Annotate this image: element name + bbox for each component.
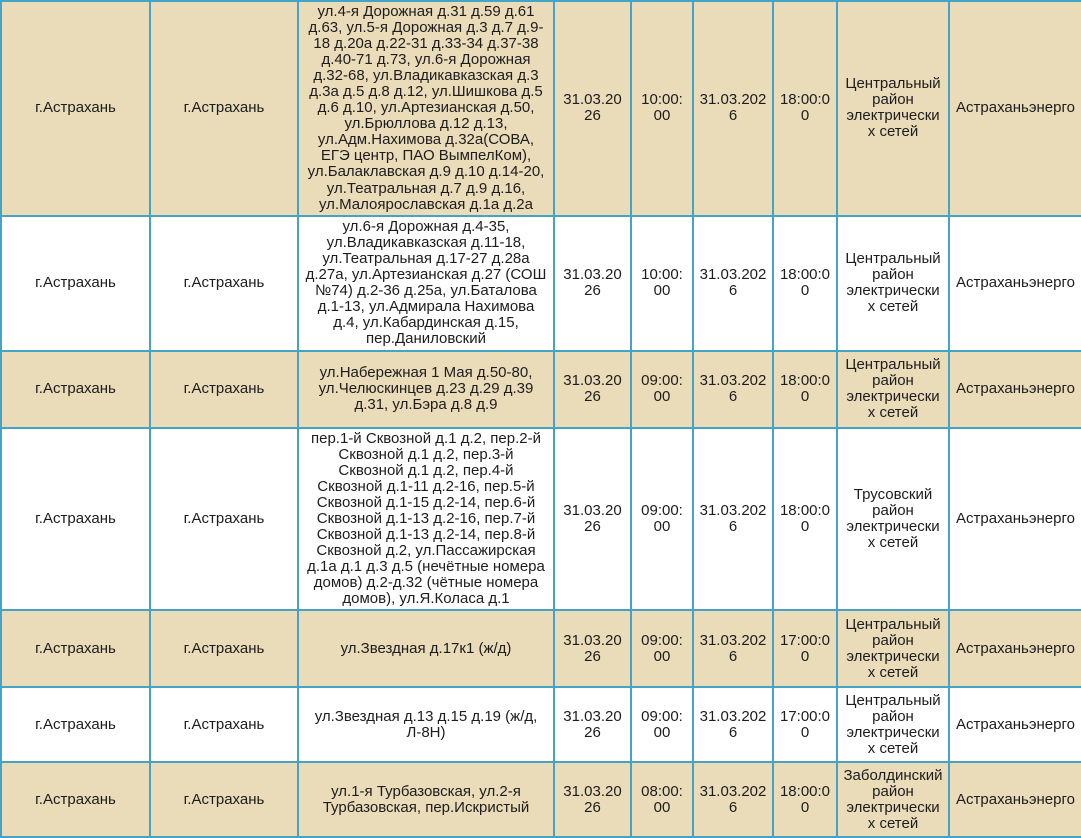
outage-table-row xyxy=(1,687,1081,762)
district-cell: Центральный район электрических сетей xyxy=(837,1,949,216)
outage-table-row xyxy=(1,351,1081,428)
city-cell: г.Астрахань xyxy=(1,610,150,687)
outage-table-body xyxy=(1,1,1081,837)
outage-start-date-cell: 31.03.2026 xyxy=(554,351,631,428)
outage-end-date-cell: 31.03.2026 xyxy=(693,1,773,216)
outage-table-row xyxy=(1,762,1081,837)
city-cell: г.Астрахань xyxy=(1,1,150,216)
outage-end-time-cell: 18:00:00 xyxy=(773,216,837,351)
city-cell: г.Астрахань xyxy=(1,351,150,428)
company-cell: Астраханьэнерго xyxy=(949,351,1081,428)
outage-table-row xyxy=(1,1,1081,216)
city-cell: г.Астрахань xyxy=(1,216,150,351)
city-cell: г.Астрахань xyxy=(1,687,150,762)
outage-start-time-cell: 09:00:00 xyxy=(631,351,693,428)
outage-start-date-cell: 31.03.2026 xyxy=(554,610,631,687)
outage-start-time-cell: 10:00:00 xyxy=(631,1,693,216)
district-cell: Центральный район электрических сетей xyxy=(837,216,949,351)
outage-table-row xyxy=(1,428,1081,611)
district-cell: Заболдинский район электрических сетей xyxy=(837,762,949,837)
outage-start-time-cell: 10:00:00 xyxy=(631,216,693,351)
addresses-cell: ул.Звездная д.13 д.15 д.19 (ж/д, Л-8Н) xyxy=(298,687,554,762)
outage-end-date-cell: 31.03.2026 xyxy=(693,610,773,687)
municipality-cell: г.Астрахань xyxy=(150,216,298,351)
municipality-cell: г.Астрахань xyxy=(150,610,298,687)
outage-end-time-cell: 18:00:00 xyxy=(773,428,837,611)
outage-end-date-cell: 31.03.2026 xyxy=(693,428,773,611)
district-cell: Центральный район электрических сетей xyxy=(837,687,949,762)
municipality-cell: г.Астрахань xyxy=(150,1,298,216)
company-cell: Астраханьэнерго xyxy=(949,610,1081,687)
city-cell: г.Астрахань xyxy=(1,762,150,837)
district-cell: Центральный район электрических сетей xyxy=(837,351,949,428)
company-cell: Астраханьэнерго xyxy=(949,1,1081,216)
addresses-cell: ул.4-я Дорожная д.31 д.59 д.61 д.63, ул.5-я Дорожная д.3 д.7 д.9-18 д.20а д.22-31 д.33-34 д.37-38 д.40-71 д.73, ул.6-я Дорожная д.32-68, ул.Владикавказская д.3 д.3а д.5 д.8 д.12, ул.Шишкова д.5 д.6 д.10, ул.Артезианская д.50, ул.Брюллова д.12 д.13, ул.Адм.Нахимова д.32а(СОВА, ЕГЭ центр, ПАО ВымпелКом), ул.Балаклавская д.9 д.10 д.14-20, ул.Театральная д.7 д.9 д.16, ул.Малоярославская д.1а д.2а xyxy=(298,1,554,216)
company-cell: Астраханьэнерго xyxy=(949,216,1081,351)
outage-end-time-cell: 17:00:00 xyxy=(773,687,837,762)
outage-start-time-cell: 09:00:00 xyxy=(631,687,693,762)
district-cell: Центральный район электрических сетей xyxy=(837,610,949,687)
outage-table-row xyxy=(1,216,1081,351)
outage-start-time-cell: 08:00:00 xyxy=(631,762,693,837)
outage-start-date-cell: 31.03.2026 xyxy=(554,687,631,762)
outage-end-date-cell: 31.03.2026 xyxy=(693,351,773,428)
addresses-cell: ул.6-я Дорожная д.4-35, ул.Владикавказская д.11-18, ул.Театральная д.17-27 д.28а д.27а, ул.Артезианская д.27 (СОШ №74) д.2-36 д.25а, ул.Баталова д.1-13, ул.Адмирала Нахимова д.4, ул.Кабардинская д.15, пер.Даниловский xyxy=(298,216,554,351)
addresses-cell: ул.Набережная 1 Мая д.50-80, ул.Челюскинцев д.23 д.29 д.39 д.31, ул.Бэра д.8 д.9 xyxy=(298,351,554,428)
company-cell: Астраханьэнерго xyxy=(949,687,1081,762)
municipality-cell: г.Астрахань xyxy=(150,687,298,762)
outage-end-time-cell: 18:00:00 xyxy=(773,1,837,216)
outage-end-date-cell: 31.03.2026 xyxy=(693,216,773,351)
outage-table-row xyxy=(1,610,1081,687)
outage-start-time-cell: 09:00:00 xyxy=(631,428,693,611)
outage-start-date-cell: 31.03.2026 xyxy=(554,1,631,216)
addresses-cell: пер.1-й Сквозной д.1 д.2, пер.2-й Сквозной д.1 д.2, пер.3-й Сквозной д.1 д.2, пер.4-й Сквозной д.1-11 д.2-16, пер.5-й Сквозной д.1-15 д.2-14, пер.6-й Сквозной д.1-13 д.2-16, пер.7-й Сквозной д.1-13 д.2-14, пер.8-й Сквозной д.2, ул.Пассажирская д.1а д.1 д.3 д.5 (нечётные номера домов) д.2-д.32 (чётные номера домов), ул.Я.Коласа д.1 xyxy=(298,428,554,611)
outage-end-date-cell: 31.03.2026 xyxy=(693,762,773,837)
outage-start-date-cell: 31.03.2026 xyxy=(554,216,631,351)
addresses-cell: ул.Звездная д.17к1 (ж/д) xyxy=(298,610,554,687)
city-cell: г.Астрахань xyxy=(1,428,150,611)
outage-end-time-cell: 18:00:00 xyxy=(773,762,837,837)
municipality-cell: г.Астрахань xyxy=(150,351,298,428)
outage-end-time-cell: 18:00:00 xyxy=(773,351,837,428)
outage-start-date-cell: 31.03.2026 xyxy=(554,762,631,837)
company-cell: Астраханьэнерго xyxy=(949,762,1081,837)
municipality-cell: г.Астрахань xyxy=(150,428,298,611)
outage-end-time-cell: 17:00:00 xyxy=(773,610,837,687)
district-cell: Трусовский район электрических сетей xyxy=(837,428,949,611)
company-cell: Астраханьэнерго xyxy=(949,428,1081,611)
outage-end-date-cell: 31.03.2026 xyxy=(693,687,773,762)
outage-start-date-cell: 31.03.2026 xyxy=(554,428,631,611)
outage-start-time-cell: 09:00:00 xyxy=(631,610,693,687)
addresses-cell: ул.1-я Турбазовская, ул.2-я Турбазовская, пер.Искристый xyxy=(298,762,554,837)
municipality-cell: г.Астрахань xyxy=(150,762,298,837)
